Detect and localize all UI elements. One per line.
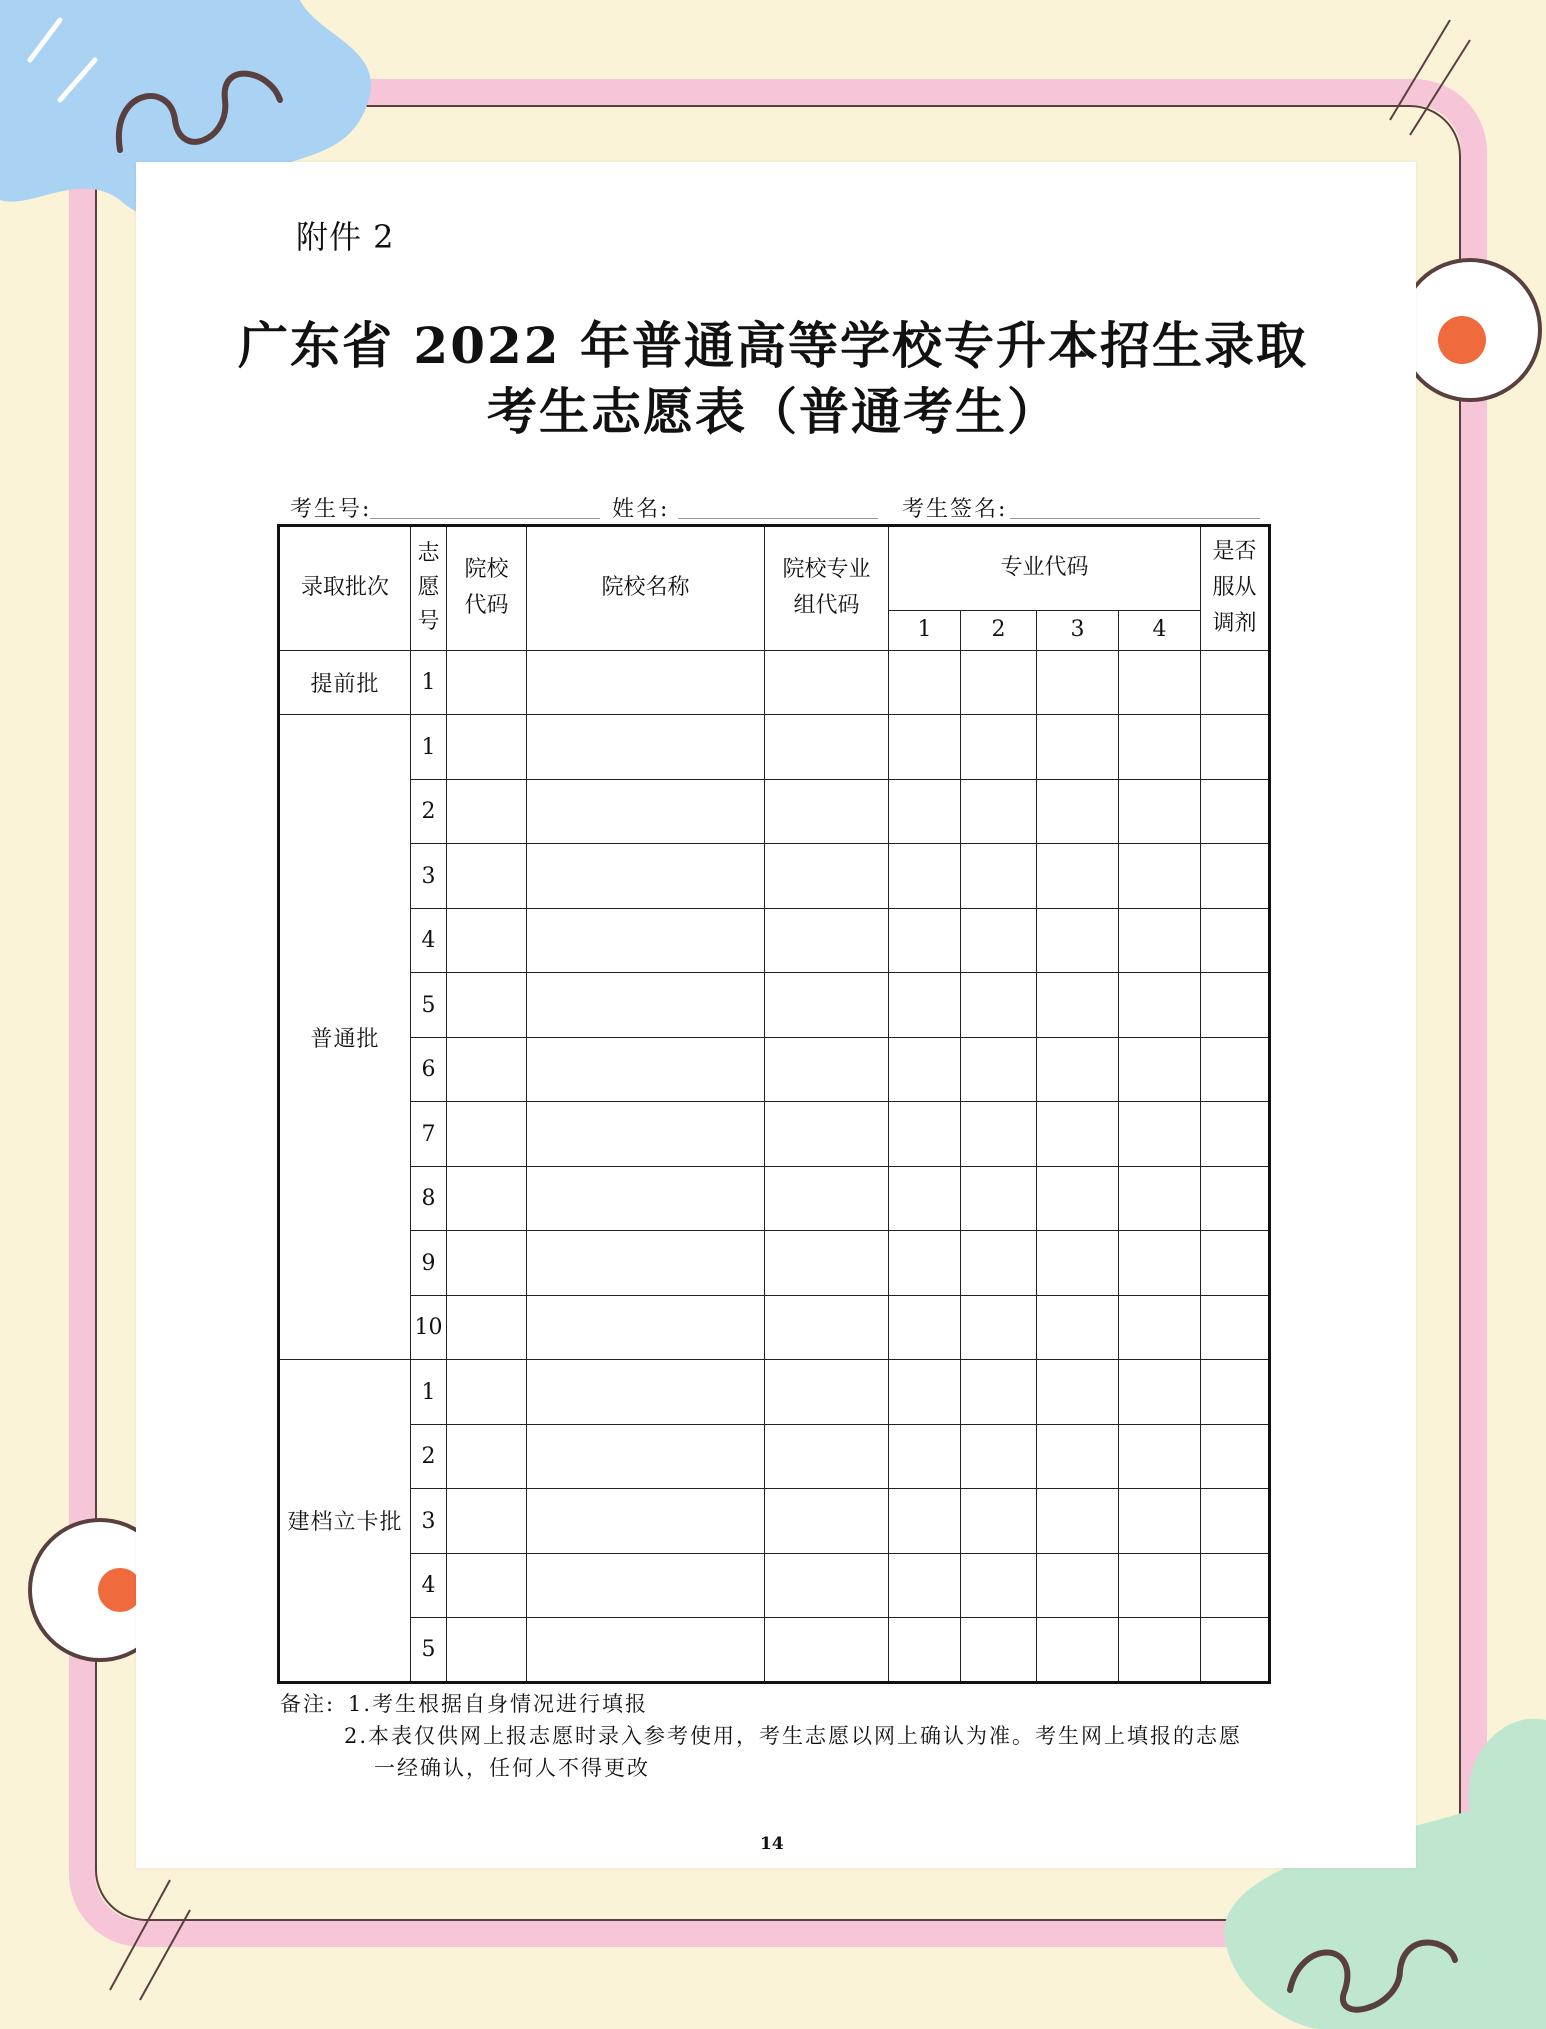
group-code-cell[interactable] bbox=[765, 1231, 889, 1296]
batch-label: 普通批 bbox=[279, 715, 411, 1360]
table-row bbox=[279, 1424, 1270, 1489]
group-code-cell[interactable] bbox=[765, 1295, 889, 1360]
group-code-cell[interactable] bbox=[765, 1489, 889, 1554]
school-name-cell[interactable] bbox=[527, 779, 765, 844]
major-code-2-cell[interactable] bbox=[961, 908, 1037, 973]
major-code-4-cell[interactable] bbox=[1119, 1102, 1201, 1167]
note-2-line1: 2.本表仅供网上报志愿时录入参考使用，考生志愿以网上确认为准。考生网上填报的志愿 bbox=[344, 1724, 1243, 1748]
major-code-4-cell[interactable] bbox=[1119, 1166, 1201, 1231]
major-code-2-cell[interactable] bbox=[961, 1102, 1037, 1167]
adjust-cell[interactable] bbox=[1201, 1553, 1270, 1618]
major-code-1-cell[interactable] bbox=[889, 650, 961, 715]
note-2-line2: 一经确认，任何人不得更改 bbox=[374, 1756, 650, 1780]
header-major-col: 2 bbox=[961, 610, 1037, 650]
major-code-2-cell[interactable] bbox=[961, 715, 1037, 780]
major-code-1-cell[interactable] bbox=[889, 973, 961, 1038]
major-code-4-cell[interactable] bbox=[1119, 1553, 1201, 1618]
major-code-2-cell[interactable] bbox=[961, 1553, 1037, 1618]
major-code-1-cell[interactable] bbox=[889, 1489, 961, 1554]
header-choice-no bbox=[411, 526, 447, 651]
name-field[interactable] bbox=[678, 518, 878, 519]
school-code-cell[interactable] bbox=[447, 973, 527, 1038]
school-name-cell[interactable] bbox=[527, 1424, 765, 1489]
choice-number: 3 bbox=[411, 844, 447, 909]
school-name-cell[interactable] bbox=[527, 650, 765, 715]
major-code-4-cell[interactable] bbox=[1119, 1424, 1201, 1489]
group-code-cell[interactable] bbox=[765, 779, 889, 844]
adjust-cell[interactable] bbox=[1201, 1231, 1270, 1296]
major-code-4-cell[interactable] bbox=[1119, 1231, 1201, 1296]
major-code-2-cell[interactable] bbox=[961, 973, 1037, 1038]
major-code-1-cell[interactable] bbox=[889, 1102, 961, 1167]
header-school-code-text: 院校代码 bbox=[464, 557, 509, 619]
school-name-cell[interactable] bbox=[527, 1037, 765, 1102]
table-row bbox=[279, 1231, 1270, 1296]
adjust-cell[interactable] bbox=[1201, 844, 1270, 909]
choice-number: 5 bbox=[411, 1618, 447, 1683]
major-code-2-cell[interactable] bbox=[961, 1424, 1037, 1489]
group-code-cell[interactable] bbox=[765, 715, 889, 780]
major-code-3-cell[interactable] bbox=[1037, 1037, 1119, 1102]
major-code-2-cell[interactable] bbox=[961, 779, 1037, 844]
group-code-cell[interactable] bbox=[765, 1553, 889, 1618]
major-code-4-cell[interactable] bbox=[1119, 908, 1201, 973]
major-code-2-cell[interactable] bbox=[961, 1231, 1037, 1296]
school-code-cell[interactable] bbox=[447, 779, 527, 844]
major-code-3-cell[interactable] bbox=[1037, 908, 1119, 973]
header-school-code bbox=[447, 526, 527, 651]
major-code-4-cell[interactable] bbox=[1119, 715, 1201, 780]
table-row bbox=[279, 1618, 1270, 1683]
name-label: 姓名: bbox=[612, 497, 670, 522]
adjust-cell[interactable] bbox=[1201, 715, 1270, 780]
group-code-cell[interactable] bbox=[765, 1360, 889, 1425]
major-code-1-cell[interactable] bbox=[889, 1553, 961, 1618]
table-row bbox=[279, 908, 1270, 973]
title-line2: 考生志愿表（普通考生） bbox=[487, 382, 1059, 441]
choice-number: 2 bbox=[411, 1424, 447, 1489]
exam-number-label: 考生号: bbox=[290, 497, 372, 522]
group-code-cell[interactable] bbox=[765, 844, 889, 909]
choice-number: 7 bbox=[411, 1102, 447, 1167]
major-code-2-cell[interactable] bbox=[961, 1489, 1037, 1554]
major-code-2-cell[interactable] bbox=[961, 1295, 1037, 1360]
adjust-cell[interactable] bbox=[1201, 1424, 1270, 1489]
major-code-4-cell[interactable] bbox=[1119, 1037, 1201, 1102]
school-name-cell[interactable] bbox=[527, 1553, 765, 1618]
adjust-cell[interactable] bbox=[1201, 973, 1270, 1038]
school-code-cell[interactable] bbox=[447, 1295, 527, 1360]
major-code-3-cell[interactable] bbox=[1037, 844, 1119, 909]
header-major-col: 4 bbox=[1119, 610, 1201, 650]
group-code-cell[interactable] bbox=[765, 650, 889, 715]
header-adjust bbox=[1201, 526, 1270, 651]
table-row bbox=[279, 650, 1270, 715]
batch-label: 提前批 bbox=[279, 650, 411, 715]
major-code-2-cell[interactable] bbox=[961, 650, 1037, 715]
major-code-1-cell[interactable] bbox=[889, 1166, 961, 1231]
school-name-cell[interactable] bbox=[527, 908, 765, 973]
choice-number: 8 bbox=[411, 1166, 447, 1231]
table-row bbox=[279, 779, 1270, 844]
adjust-cell[interactable] bbox=[1201, 1166, 1270, 1231]
table-row bbox=[279, 715, 1270, 780]
major-code-1-cell[interactable] bbox=[889, 844, 961, 909]
choice-number: 2 bbox=[411, 779, 447, 844]
major-code-3-cell[interactable] bbox=[1037, 715, 1119, 780]
school-code-cell[interactable] bbox=[447, 844, 527, 909]
exam-number-field[interactable] bbox=[370, 518, 600, 519]
school-code-cell[interactable] bbox=[447, 1489, 527, 1554]
table-row bbox=[279, 1037, 1270, 1102]
table-row bbox=[279, 1102, 1270, 1167]
adjust-cell[interactable] bbox=[1201, 1037, 1270, 1102]
notes-label: 备注: bbox=[280, 1692, 336, 1716]
adjust-cell[interactable] bbox=[1201, 908, 1270, 973]
title-line1: 广东省 2022 年普通高等学校专升本招生录取 bbox=[238, 316, 1308, 375]
signature-label: 考生签名: bbox=[902, 497, 1008, 522]
school-name-cell[interactable] bbox=[527, 1360, 765, 1425]
major-code-2-cell[interactable] bbox=[961, 1037, 1037, 1102]
adjust-cell[interactable] bbox=[1201, 779, 1270, 844]
adjust-cell[interactable] bbox=[1201, 1360, 1270, 1425]
major-code-1-cell[interactable] bbox=[889, 1231, 961, 1296]
header-school-name: 院校名称 bbox=[527, 526, 765, 651]
choice-number: 5 bbox=[411, 973, 447, 1038]
header-major-code: 专业代码 bbox=[889, 526, 1201, 611]
choice-number: 9 bbox=[411, 1231, 447, 1296]
major-code-2-cell[interactable] bbox=[961, 1166, 1037, 1231]
school-code-cell[interactable] bbox=[447, 1618, 527, 1683]
adjust-cell[interactable] bbox=[1201, 1102, 1270, 1167]
major-code-1-cell[interactable] bbox=[889, 779, 961, 844]
major-code-2-cell[interactable] bbox=[961, 844, 1037, 909]
major-code-4-cell[interactable] bbox=[1119, 973, 1201, 1038]
header-group-code-text: 院校专业组代码 bbox=[782, 557, 871, 619]
header-group-code bbox=[765, 526, 889, 651]
page-number: 14 bbox=[760, 1834, 784, 1854]
adjust-cell[interactable] bbox=[1201, 1295, 1270, 1360]
table-row bbox=[279, 973, 1270, 1038]
major-code-4-cell[interactable] bbox=[1119, 1489, 1201, 1554]
note-1: 1.考生根据自身情况进行填报 bbox=[348, 1692, 649, 1716]
major-code-3-cell[interactable] bbox=[1037, 1360, 1119, 1425]
adjust-cell[interactable] bbox=[1201, 650, 1270, 715]
major-code-3-cell[interactable] bbox=[1037, 1553, 1119, 1618]
adjust-cell[interactable] bbox=[1201, 1489, 1270, 1554]
header-major-col: 3 bbox=[1037, 610, 1119, 650]
major-code-4-cell[interactable] bbox=[1119, 779, 1201, 844]
major-code-3-cell[interactable] bbox=[1037, 1424, 1119, 1489]
major-code-3-cell[interactable] bbox=[1037, 1295, 1119, 1360]
school-name-cell[interactable] bbox=[527, 844, 765, 909]
major-code-4-cell[interactable] bbox=[1119, 1618, 1201, 1683]
school-name-cell[interactable] bbox=[527, 1489, 765, 1554]
header-adjust-text: 是否服从调剂 bbox=[1212, 539, 1257, 637]
school-name-cell[interactable] bbox=[527, 1618, 765, 1683]
school-name-cell[interactable] bbox=[527, 715, 765, 780]
major-code-3-cell[interactable] bbox=[1037, 779, 1119, 844]
school-code-cell[interactable] bbox=[447, 1166, 527, 1231]
table-row bbox=[279, 1489, 1270, 1554]
major-code-3-cell[interactable] bbox=[1037, 1102, 1119, 1167]
header-batch: 录取批次 bbox=[279, 526, 411, 651]
batch-label: 建档立卡批 bbox=[279, 1360, 411, 1683]
group-code-cell[interactable] bbox=[765, 1618, 889, 1683]
major-code-2-cell[interactable] bbox=[961, 1618, 1037, 1683]
choice-number: 1 bbox=[411, 650, 447, 715]
school-code-cell[interactable] bbox=[447, 1231, 527, 1296]
major-code-2-cell[interactable] bbox=[961, 1360, 1037, 1425]
school-code-cell[interactable] bbox=[447, 715, 527, 780]
application-table bbox=[277, 524, 1271, 1684]
major-code-4-cell[interactable] bbox=[1119, 1295, 1201, 1360]
school-name-cell[interactable] bbox=[527, 1295, 765, 1360]
school-code-cell[interactable] bbox=[447, 1553, 527, 1618]
major-code-3-cell[interactable] bbox=[1037, 973, 1119, 1038]
header-choice-no-text: 志愿号 bbox=[417, 540, 440, 634]
group-code-cell[interactable] bbox=[765, 908, 889, 973]
table-row bbox=[279, 1295, 1270, 1360]
major-code-4-cell[interactable] bbox=[1119, 844, 1201, 909]
choice-number: 4 bbox=[411, 908, 447, 973]
major-code-1-cell[interactable] bbox=[889, 1618, 961, 1683]
school-code-cell[interactable] bbox=[447, 1424, 527, 1489]
table-row bbox=[279, 844, 1270, 909]
flower-right bbox=[1400, 260, 1540, 400]
choice-number: 1 bbox=[411, 1360, 447, 1425]
school-name-cell[interactable] bbox=[527, 973, 765, 1038]
choice-number: 4 bbox=[411, 1553, 447, 1618]
major-code-4-cell[interactable] bbox=[1119, 1360, 1201, 1425]
choice-number: 1 bbox=[411, 715, 447, 780]
school-code-cell[interactable] bbox=[447, 1037, 527, 1102]
group-code-cell[interactable] bbox=[765, 1166, 889, 1231]
major-code-1-cell[interactable] bbox=[889, 1037, 961, 1102]
major-code-3-cell[interactable] bbox=[1037, 1166, 1119, 1231]
major-code-4-cell[interactable] bbox=[1119, 650, 1201, 715]
signature-field[interactable] bbox=[1010, 518, 1260, 519]
table-row bbox=[279, 1360, 1270, 1425]
school-name-cell[interactable] bbox=[527, 1231, 765, 1296]
group-code-cell[interactable] bbox=[765, 973, 889, 1038]
choice-number: 6 bbox=[411, 1037, 447, 1102]
school-code-cell[interactable] bbox=[447, 650, 527, 715]
major-code-1-cell[interactable] bbox=[889, 1424, 961, 1489]
attachment-label: 附件 2 bbox=[296, 218, 395, 256]
group-code-cell[interactable] bbox=[765, 1037, 889, 1102]
adjust-cell[interactable] bbox=[1201, 1618, 1270, 1683]
choice-number: 3 bbox=[411, 1489, 447, 1554]
major-code-3-cell[interactable] bbox=[1037, 1489, 1119, 1554]
major-code-3-cell[interactable] bbox=[1037, 650, 1119, 715]
group-code-cell[interactable] bbox=[765, 1424, 889, 1489]
school-code-cell[interactable] bbox=[447, 908, 527, 973]
major-code-3-cell[interactable] bbox=[1037, 1231, 1119, 1296]
major-code-1-cell[interactable] bbox=[889, 715, 961, 780]
group-code-cell[interactable] bbox=[765, 1102, 889, 1167]
table-row bbox=[279, 1166, 1270, 1231]
header-major-col: 1 bbox=[889, 610, 961, 650]
major-code-1-cell[interactable] bbox=[889, 908, 961, 973]
school-code-cell[interactable] bbox=[447, 1360, 527, 1425]
school-code-cell[interactable] bbox=[447, 1102, 527, 1167]
major-code-1-cell[interactable] bbox=[889, 1360, 961, 1425]
school-name-cell[interactable] bbox=[527, 1102, 765, 1167]
table-row bbox=[279, 1553, 1270, 1618]
school-name-cell[interactable] bbox=[527, 1166, 765, 1231]
choice-number: 10 bbox=[411, 1295, 447, 1360]
major-code-1-cell[interactable] bbox=[889, 1295, 961, 1360]
major-code-3-cell[interactable] bbox=[1037, 1618, 1119, 1683]
